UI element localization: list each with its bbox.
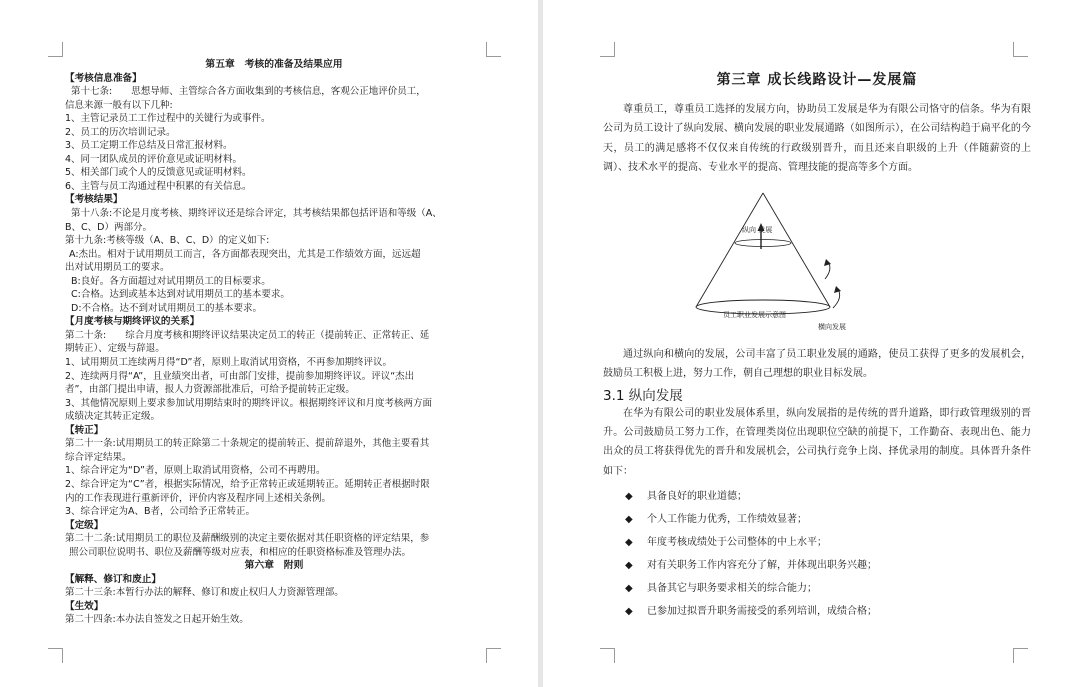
- promotion-conditions-list: [603, 485, 1031, 623]
- list-item: 1、综合评定为“D”者，原则上取消试用资格，公司不再聘用。: [65, 465, 326, 477]
- article-21: 第二十一条:试用期员工的转正除第二十条规定的提前转正、提前辞退外，其他主要看其: [65, 438, 430, 450]
- diamond-bullet-icon: ◆: [625, 605, 633, 617]
- vertical-development-label: 纵向 发展: [742, 226, 773, 235]
- crop-mark: [486, 648, 501, 663]
- cone-right-edge: [763, 193, 830, 307]
- article-20: 第二十条: 综合月度考核和期终评议结果决定员工的转正（提前转正、正常转正、延: [65, 329, 430, 341]
- list-item: 5、相关部门或个人的反馈意见或证明材料。: [65, 167, 252, 179]
- list-item-cont: 内的工作表现进行重新评价，评价内容及程序同上述相关条例。: [65, 492, 332, 504]
- intro-paragraph: 尊重员工，尊重员工选择的发展方向，协助员工发展是华为有限公司恪守的信条。华为有限公司为员工设计了纵向发展、横向发展的职业发展通路（如图所示），在公司结构趋于扁平化的今天，员工的满足感将不仅仅来自传统的行政级别晋升，而且还来自职级的上升（伴随薪资的上调）、技术水平的提高、专业水平的提高、管理技能的提高等多个方面。: [603, 104, 1031, 173]
- list-item-cont: 成绩决定其转正定级。: [65, 411, 161, 423]
- article-21-cont: 综合评定结果。: [65, 451, 132, 463]
- list-item: 2、连续两月得“A”，且业绩突出者，可由部门安排，提前参加期终评议。评议“杰出: [65, 370, 415, 382]
- list-item: 3、其他情况原则上要求参加试用期结束时的期终评议。根据期终评议和月度考核两方面: [65, 397, 433, 409]
- document-page-right: [543, 0, 1080, 687]
- article-18-cont: B、C、D）两部分。: [65, 221, 152, 233]
- chapter5-title: 第五章 考核的准备及结果应用: [205, 59, 343, 70]
- section-heading: 【转正】: [65, 424, 104, 436]
- section-heading: 【月度考核与期终评议的关系】: [65, 316, 200, 328]
- list-item: ◆ 具备良好的职业道德；: [603, 485, 1031, 508]
- cone-left-edge: [696, 193, 763, 307]
- crop-mark: [48, 648, 63, 663]
- list-item: 1、主管记录员工工作过程中的关键行为或事件。: [65, 113, 271, 125]
- list-item: ◆ 已参加过拟晋升职务需接受的系列培训，成绩合格；: [603, 600, 1031, 623]
- right-page-body: [603, 64, 1031, 623]
- curved-arrow-lower-head: [834, 286, 841, 293]
- diamond-bullet-icon: ◆: [625, 490, 633, 502]
- left-page-body: [65, 58, 483, 627]
- diamond-bullet-icon: ◆: [625, 513, 633, 525]
- list-item: 2、综合评定为“C”者，根据实际情况，给予正常转正或延期转正。延期转正者根据时限: [65, 478, 430, 490]
- article-19: 第十九条:考核等级（A、B、C、D）的定义如下:: [65, 235, 270, 247]
- section-heading: 【生效】: [65, 600, 104, 612]
- cone-mid-ellipse: [735, 240, 791, 247]
- crop-mark: [486, 42, 501, 57]
- list-item: 2、员工的历次培训记录。: [65, 126, 176, 138]
- list-item: 3、员工定期工作总结及日常汇报材料。: [65, 140, 233, 152]
- list-item: 1、试用期员工连续两月得“D”者，原则上取消试用资格，不再参加期终评议。: [65, 357, 392, 369]
- list-item: ◆ 对有关职务工作内容充分了解，并体现出职务兴趣；: [603, 554, 1031, 577]
- grade-b: B:良好。各方面超过对试用期员工的目标要求。: [71, 275, 271, 287]
- article-17: 第十七条: 思想导师、主管综合各方面收集到的考核信息，客观公正地评价员工，: [71, 86, 426, 98]
- article-23: 第二十三条:本暂行办法的解释、修订和废止权归人力资源管理部。: [65, 587, 344, 599]
- article-17-cont: 信息来源一般有以下几种:: [65, 99, 173, 111]
- article-22-cont: 照公司职位说明书、职位及薪酬等级对应表，和相应的任职资格标准及管理办法。: [69, 546, 412, 558]
- section-heading: 【定级】: [65, 519, 104, 531]
- after-diagram-paragraph: 通过纵向和横向的发展，公司丰富了员工职业发展的通路，使员工获得了更多的发展机会，鼓励员工积极上进，努力工作，朝自己理想的职业目标发展。: [603, 349, 1031, 380]
- grade-d: D:不合格。达不到对试用期员工的基本要求。: [71, 302, 263, 314]
- list-item-cont: 者”，由部门提出申请，报人力资源部批准后，可给予提前转正定级。: [65, 384, 355, 396]
- list-item: 4、同一团队成员的评价意见或证明材料。: [65, 153, 243, 165]
- article-24: 第二十四条:本办法自签发之日起开始生效。: [65, 614, 249, 626]
- list-item: ◆ 具备其它与职务要求相关的综合能力；: [603, 577, 1031, 600]
- vertical-development-paragraph: 在华为有限公司的职业发展体系里，纵向发展指的是传统的晋升道路，即行政管理级别的晋升。公司鼓励员工努力工作，在管理类岗位出现职位空缺的前提下，工作勤奋、表现出色、能力出众的员工将获得优先的晋升和发展机会，公司执行竞争上岗、择优录用的制度。具体晋升条件如下：: [603, 407, 1031, 477]
- grade-c: C:合格。达到或基本达到对试用期员工的基本要求。: [71, 289, 290, 301]
- chapter3-title: 第三章 成长线路设计—发展篇: [716, 72, 918, 88]
- diamond-bullet-icon: ◆: [625, 536, 633, 548]
- article-20-cont: 期转正）、定级与辞退。: [65, 343, 165, 355]
- section-heading: 【考核结果】: [65, 194, 123, 206]
- list-item: ◆ 年度考核成绩处于公司整体的中上水平；: [603, 531, 1031, 554]
- crop-mark: [600, 648, 615, 663]
- diamond-bullet-icon: ◆: [625, 582, 633, 594]
- crop-mark: [1013, 42, 1028, 57]
- list-item: 6、主管与员工沟通过程中积累的有关信息。: [65, 180, 252, 192]
- article-18: 第十八条:不论是月度考核、期终评议还是综合评定，其考核结果都包括评语和等级（A、: [71, 208, 442, 220]
- section-heading: 【解释、修订和废止】: [65, 573, 161, 585]
- section-3-1-heading: 3.1 纵向发展: [603, 387, 683, 404]
- diamond-bullet-icon: ◆: [625, 559, 633, 571]
- chapter6-title: 第六章 附则: [244, 560, 304, 572]
- crop-mark: [48, 42, 63, 57]
- career-development-diagram: [683, 187, 903, 337]
- section-heading: 【考核信息准备】: [65, 72, 142, 84]
- list-item: ◆ 个人工作能力优秀，工作绩效显著；: [603, 508, 1031, 531]
- article-22: 第二十二条:试用期员工的职位及薪酬级别的决定主要依据对其任职资格的评定结果，参: [65, 533, 430, 545]
- crop-mark: [1013, 648, 1028, 663]
- grade-a: A:杰出。相对于试用期员工而言，各方面都表现突出，尤其是工作绩效方面，远远超: [69, 248, 421, 260]
- crop-mark: [600, 42, 615, 57]
- document-page-left: [0, 0, 538, 687]
- list-item: 3、综合评定为A、B者，公司给予正常转正。: [65, 506, 256, 518]
- grade-a-cont: 出对试用期员工的要求。: [65, 262, 170, 274]
- horizontal-development-label: 横向发展: [818, 323, 846, 332]
- diagram-caption: 员工职业发展示意图: [723, 311, 786, 320]
